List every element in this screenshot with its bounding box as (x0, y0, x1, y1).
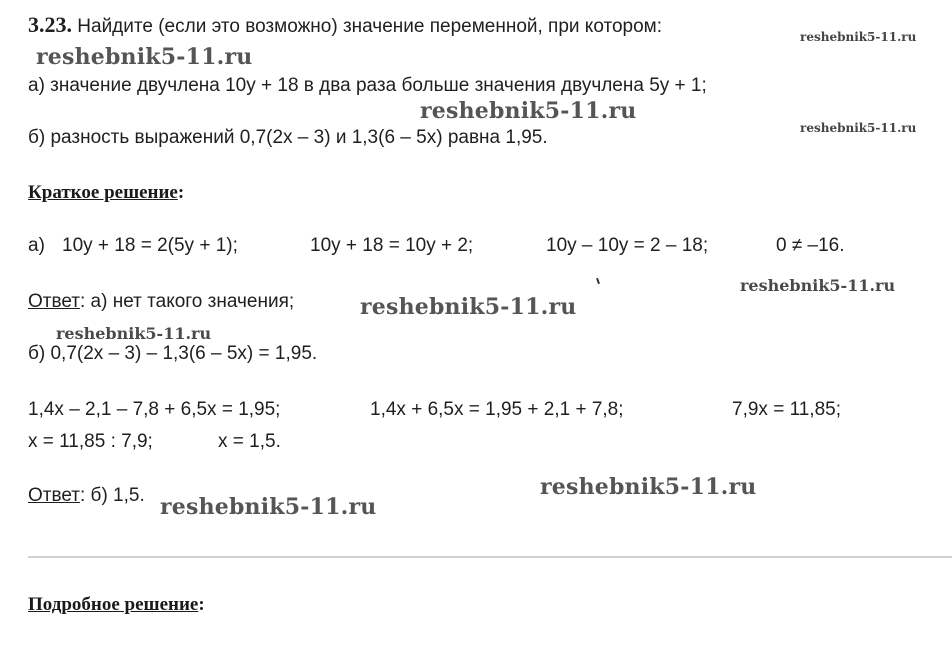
heading-colon: : (177, 182, 185, 203)
answer-a-label: Ответ (28, 291, 80, 312)
solution-b-eq5: x = 1,5. (218, 431, 281, 452)
watermark-large: reshebnik5-11.ru (540, 474, 757, 500)
answer-a (28, 292, 294, 311)
detailed-solution-heading (28, 594, 205, 616)
watermark-medium: reshebnik5-11.ru (56, 324, 212, 343)
solution-a-eq3: 10y – 10y = 2 – 18; (546, 235, 709, 256)
solution-a-eq1: 10y + 18 = 2(5y + 1); (62, 235, 238, 256)
answer-a-text: : а) нет такого значения; (80, 291, 295, 312)
solution-b-eq4: x = 11,85 : 7,9; (28, 431, 153, 452)
short-solution-heading (28, 182, 184, 204)
watermark-large: reshebnik5-11.ru (36, 44, 253, 70)
stray-mark (596, 278, 600, 284)
solution-a-eq2: 10y + 18 = 10y + 2; (310, 235, 474, 256)
answer-b-text: : б) 1,5. (80, 485, 145, 506)
answer-b-label: Ответ (28, 485, 80, 506)
watermark-medium: reshebnik5-11.ru (740, 276, 896, 295)
solution-b-line: б) 0,7(2x – 3) – 1,3(6 – 5x) = 1,95. (28, 343, 318, 364)
watermark-large: reshebnik5-11.ru (360, 294, 577, 320)
detailed-solution-heading-text: Подробное решение (28, 594, 199, 615)
task-header (28, 14, 662, 36)
answer-b (28, 486, 145, 505)
short-solution-heading-text: Краткое решение (28, 182, 178, 203)
watermark-large: reshebnik5-11.ru (160, 494, 377, 520)
solution-b-eq1: 1,4x – 2,1 – 7,8 + 6,5x = 1,95; (28, 399, 281, 420)
solution-b-eq3: 7,9x = 11,85; (732, 399, 841, 420)
task-prompt: Найдите (если это возможно) значение переменной, при котором: (77, 16, 663, 37)
task-part-b: б) разность выражений 0,7(2x – 3) и 1,3(6 – 5x) равна 1,95. (28, 127, 548, 148)
watermark-large: reshebnik5-11.ru (420, 98, 637, 124)
heading-colon: : (198, 594, 205, 615)
solution-a-eq4: 0 ≠ –16. (776, 235, 845, 256)
watermark-small: reshebnik5-11.ru (800, 30, 917, 44)
solution-a-label: а) (28, 235, 45, 256)
watermark-small: reshebnik5-11.ru (800, 121, 917, 135)
section-divider (28, 556, 952, 558)
solution-b-eq2: 1,4x + 6,5x = 1,95 + 2,1 + 7,8; (370, 399, 624, 420)
task-part-a: а) значение двучлена 10y + 18 в два раза больше значения двучлена 5y + 1; (28, 75, 707, 96)
task-number: 3.23. (28, 12, 72, 37)
